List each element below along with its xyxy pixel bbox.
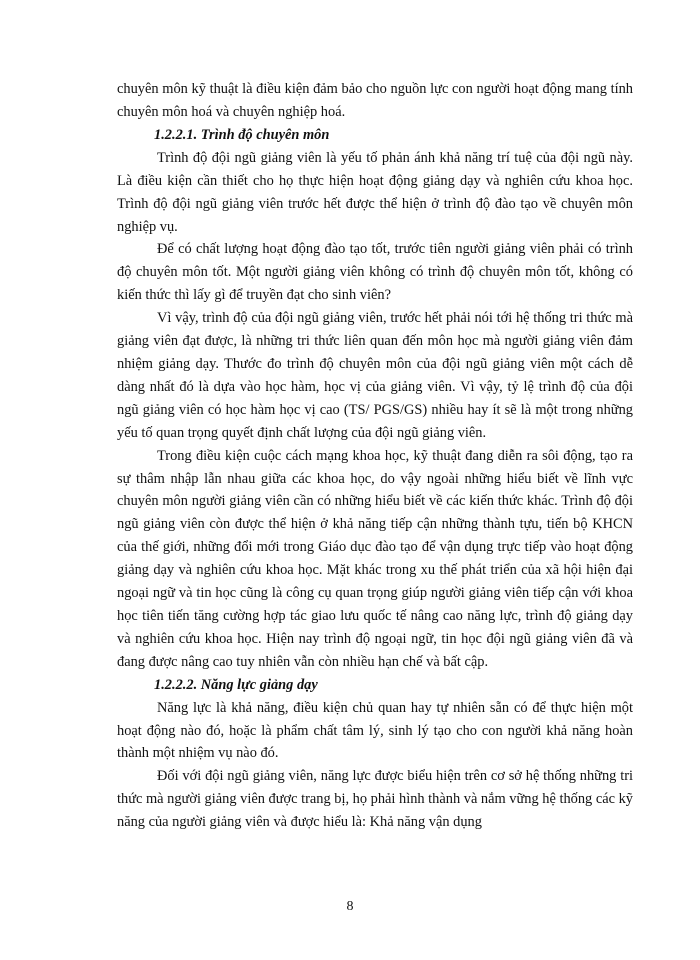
paragraph-cach-mang-khoa-hoc: Trong điều kiện cuộc cách mạng khoa học, kỹ thuật đang diễn ra sôi động, tạo ra sự thâm nhập lẫn nhau giữa các khoa học, do vậy ngoài những hiểu biết về lĩnh vực chuyên môn người giảng viên cần có những hiểu biết về các kiến thức khác. Trình độ đội ngũ giảng viên còn được thể hiện ở khả năng tiếp cận những thành tựu, tiến bộ KHCN của thế giới, những đổi mới trong Giáo dục đào tạo để vận dụng trực tiếp vào hoạt động giảng dạy và nghiên cứu khoa học. Mặt khác trong xu thế phát triển của xã hội hiện đại ngoại ngữ và tin học cũng là công cụ quan trọng giúp người giảng viên tiếp cận với khoa học tiên tiến tăng cường hợp tác giao lưu quốc tế nâng cao năng lực, trình độ giảng dạy và nghiên cứu khoa học. Hiện nay trình độ ngoại ngữ, tin học đội ngũ giảng viên đã và đang được nâng cao tuy nhiên vẫn còn nhiều hạn chế và bất cập. (117, 447, 633, 670)
section-heading-1-2-2-1: 1.2.2.1. Trình độ chuyên môn (154, 126, 330, 143)
paragraph-he-thong-tri-thuc: Vì vậy, trình độ của đội ngũ giảng viên, trước hết phải nói tới hệ thống tri thức mà giảng viên đạt được, là những tri thức liên quan đến môn học mà người giảng viên đảm nhiệm giảng dạy. Thước đo trình độ chuyên môn của đội ngũ giảng viên một cách dễ dàng nhất đó là dựa vào học hàm, học vị của giảng viên. Vì vậy, tỷ lệ trình độ của đội ngũ giảng viên có học hàm học vị cao (TS/ PGS/GS) nhiều hay ít sẽ là một trong những yếu tố quan trọng quyết định chất lượng của đội ngũ giảng viên. (117, 310, 633, 441)
page-number: 8 (346, 899, 354, 914)
paragraph-trinh-do-definition: Trình độ đội ngũ giảng viên là yếu tố phản ánh khả năng trí tuệ của đội ngũ này. Là điều kiện cần thiết cho họ thực hiện hoạt động giảng dạy và nghiên cứu khoa học. Trình độ đội ngũ giảng viên trước hết được thể hiện ở trình độ đào tạo về chuyên môn nghiệp vụ. (117, 149, 633, 235)
paragraph-continuation: chuyên môn kỹ thuật là điều kiện đảm bảo cho nguồn lực con người hoạt động mang tính chuyên môn hoá và chuyên nghiệp hoá. (117, 81, 633, 120)
page-content (117, 78, 633, 834)
paragraph-doi-voi-giang-vien: Đối với đội ngũ giảng viên, năng lực được biểu hiện trên cơ sở hệ thống những tri thức mà người giảng viên được trang bị, họ phải hình thành và nắm vững hệ thống các kỹ năng của người giảng viên và được hiểu là: Khả năng vận dụng (117, 768, 633, 831)
paragraph-nang-luc-definition: Năng lực là khả năng, điều kiện chủ quan hay tự nhiên sẵn có để thực hiện một hoạt động nào đó, hoặc là phẩm chất tâm lý, sinh lý tạo cho con người khả năng hoàn thành một nhiệm vụ nào đó. (117, 699, 633, 762)
section-heading-1-2-2-2: 1.2.2.2. Năng lực giảng dạy (154, 676, 318, 693)
paragraph-chat-luong-dao-tao: Để có chất lượng hoạt động đào tạo tốt, trước tiên người giảng viên phải có trình độ chuyên môn tốt. Một người giảng viên không có trình độ chuyên môn tốt, không có kiến thức thì lấy gì để truyền đạt cho sinh viên? (117, 241, 633, 304)
